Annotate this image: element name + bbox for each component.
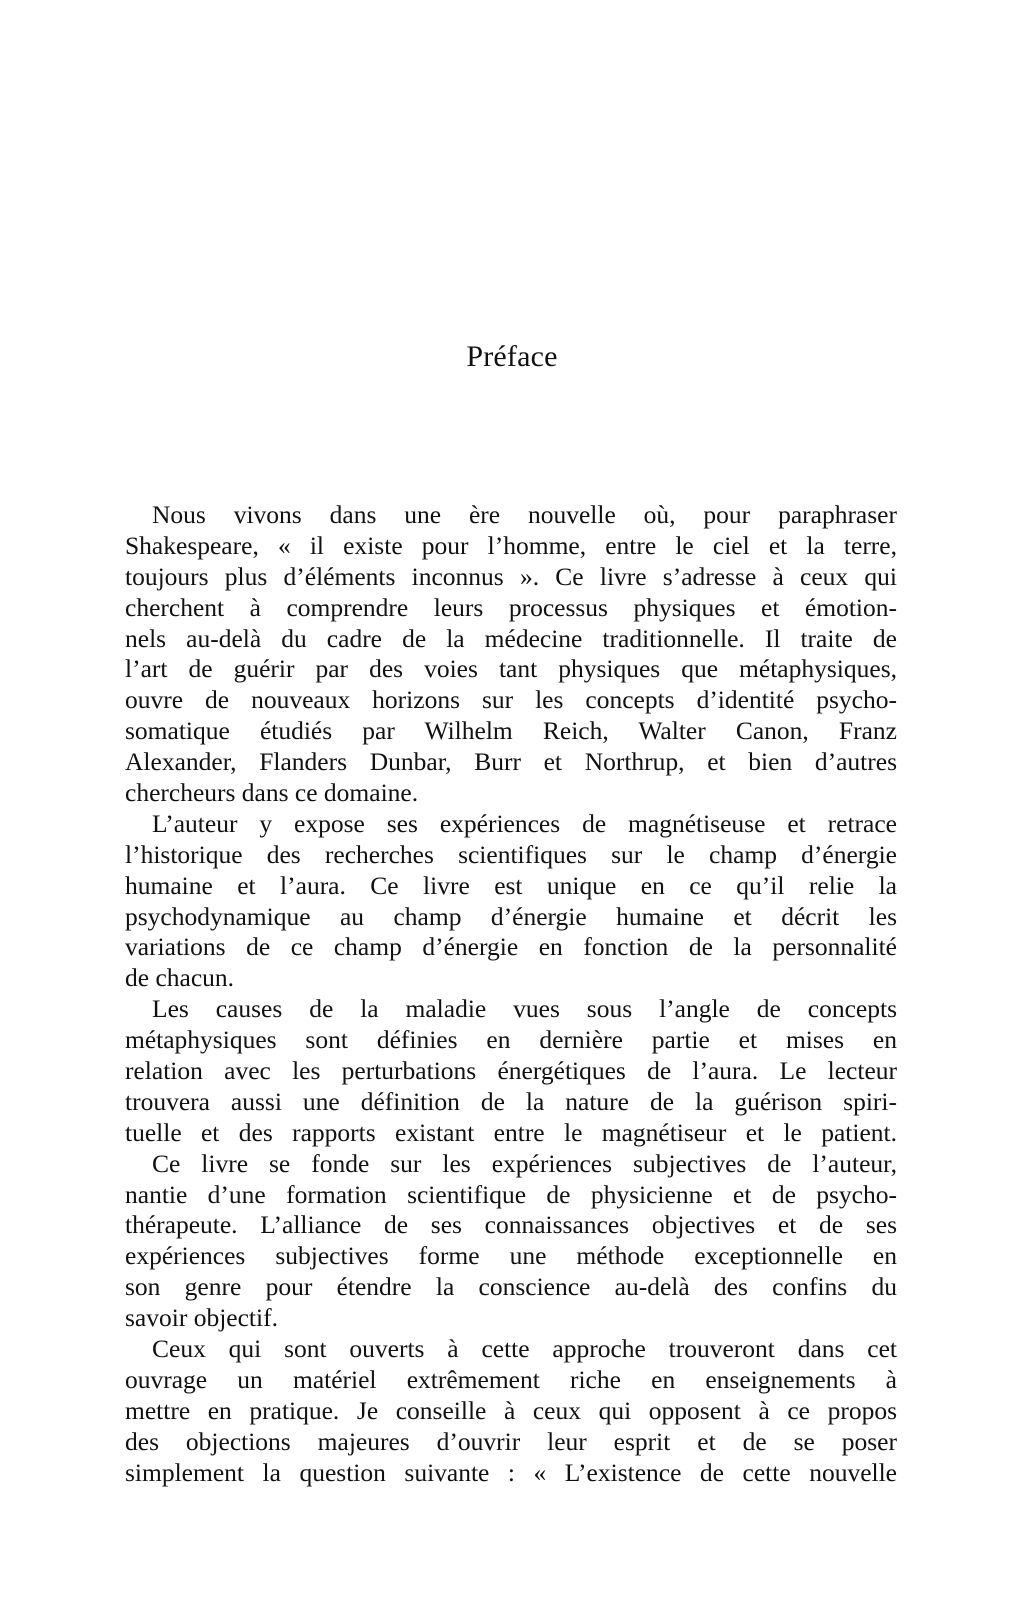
- text-line: Nous vivons dans une ère nouvelle où, pour paraphraser: [152, 500, 897, 529]
- text-line: Ceux qui sont ouverts à cette approche trouveront dans cet: [152, 1334, 897, 1364]
- text-line: psychodynamique au champ d’énergie humaine et décrit les: [125, 901, 897, 931]
- text-line: nantie d’une formation scientifique de physicienne et de psycho-: [125, 1179, 897, 1209]
- text-line: variations de ce champ d’énergie en fonction de la personnalité: [125, 932, 897, 962]
- text-line: chercheurs dans ce domaine.: [125, 778, 419, 808]
- text-line: ouvrage un matériel extrêmement riche en enseignements à: [125, 1364, 897, 1394]
- page-title: Préface: [466, 340, 558, 373]
- text-line: l’historique des recherches scientifiques sur le champ d’énergie: [125, 839, 897, 869]
- text-line: savoir objectif.: [125, 1303, 278, 1333]
- text-line: Les causes de la maladie vues sous l’angle de concepts: [152, 994, 897, 1024]
- text-line: mettre en pratique. Je conseille à ceux qui opposent à ce propos: [125, 1395, 897, 1425]
- text-line: ouvre de nouveaux horizons sur les concepts d’identité psycho-: [125, 685, 897, 715]
- paragraph: [125, 1149, 897, 1334]
- text-line: l’art de guérir par des voies tant physiques que métaphysiques,: [125, 654, 897, 684]
- text-line: tuelle et des rapports existant entre le magnétiseur et le patient.: [125, 1117, 897, 1147]
- text-line: relation avec les perturbations énergétiques de l’aura. Le lecteur: [125, 1056, 897, 1086]
- paragraph: [125, 500, 897, 809]
- text-line: toujours plus d’éléments inconnus ». Ce livre s’adresse à ceux qui: [125, 561, 897, 591]
- text-line: L’auteur y expose ses expériences de magnétiseuse et retrace: [152, 808, 897, 838]
- text-line: humaine et l’aura. Ce livre est unique en ce qu’il relie la: [125, 870, 897, 900]
- text-line: Ce livre se fonde sur les expériences subjectives de l’auteur,: [152, 1148, 897, 1178]
- text-line: expériences subjectives forme une méthode exceptionnelle en: [125, 1241, 897, 1271]
- text-line: nels au-delà du cadre de la médecine traditionnelle. Il traite de: [125, 623, 897, 653]
- text-line: thérapeute. L’alliance de ses connaissances objectives et de ses: [125, 1210, 897, 1240]
- text-line: Shakespeare, « il existe pour l’homme, entre le ciel et la terre,: [125, 530, 897, 560]
- text-line: cherchent à comprendre leurs processus physiques et émotion-: [125, 592, 897, 622]
- text-line: son genre pour étendre la conscience au-delà des confins du: [125, 1272, 897, 1302]
- paragraph: [125, 994, 897, 1148]
- text-line: Alexander, Flanders Dunbar, Burr et Northrup, et bien d’autres: [125, 747, 897, 777]
- text-line: somatique étudiés par Wilhelm Reich, Walter Canon, Franz: [125, 716, 897, 746]
- text-line: simplement la question suivante : « L’existence de cette nouvelle: [125, 1457, 897, 1487]
- text-line: des objections majeures d’ouvrir leur esprit et de se poser: [125, 1426, 897, 1456]
- paragraph: [125, 1334, 897, 1488]
- text-line: de chacun.: [125, 963, 235, 993]
- text-line: métaphysiques sont définies en dernière partie et mises en: [125, 1025, 897, 1055]
- preface-body: [125, 500, 897, 1489]
- text-line: trouvera aussi une définition de la nature de la guérison spiri-: [125, 1086, 897, 1116]
- paragraph: [125, 809, 897, 994]
